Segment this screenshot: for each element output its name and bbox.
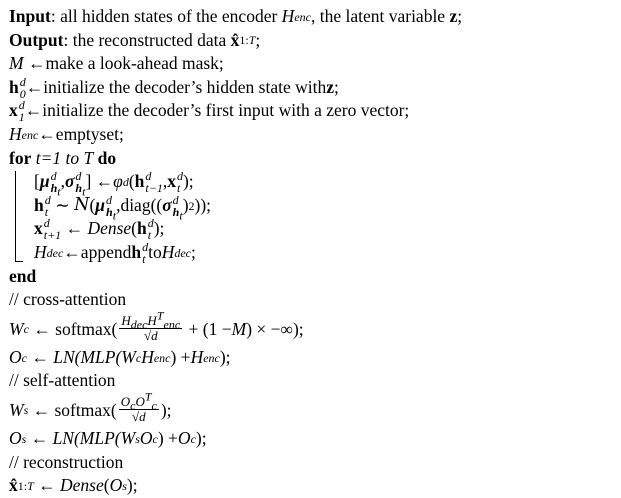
ws-line: W s ← softmax ( $\frac{O_cO^T_c}{√d}$ ); xyxy=(9,393,617,427)
dense-fn-1: Dense xyxy=(87,218,132,239)
output-label: Output xyxy=(9,29,64,50)
os-line: O s ← LN(MLP( W s O c ) + O c ); xyxy=(9,427,617,451)
loop-body xyxy=(9,170,617,264)
henc-empty-line: H enc ←emptyset; xyxy=(9,123,617,147)
mask-text: ←make a look-ahead mask; xyxy=(27,53,224,74)
output-line: Output : the reconstructed data x̂ 1:T ; xyxy=(9,29,617,53)
ws-fraction: $\frac{O_cO^T_c}{√d}$ xyxy=(120,390,157,425)
loop-step-sample: h d t ∼ N ( μ d $h_t$ , diag (( σ d $h_t$ ) 2 )); xyxy=(34,192,212,222)
comment-recon-text: // reconstruction xyxy=(9,451,124,472)
oc-line: O c ← LN(MLP( W c H enc ) + H enc ); xyxy=(9,346,617,370)
append-text: ←append xyxy=(63,241,132,262)
do-keyword: do xyxy=(97,147,117,168)
loop-step-dense: x d t+1 ← Dense ( h d t ); xyxy=(34,216,165,243)
wc-line: W c ← softmax ( $\frac{H_{dec}H^T_{enc}}{√d}$ + (1 − M ) × −∞); xyxy=(9,312,617,346)
henc-empty-text: ←emptyset; xyxy=(38,123,124,144)
softmax-fn-2: softmax xyxy=(54,399,111,420)
mask-line: M ←make a look-ahead mask; xyxy=(9,52,617,76)
dense-fn-2: Dense xyxy=(60,475,104,496)
input-line: Input : all hidden states of the encoder H enc , the latent variable z ; xyxy=(9,5,617,29)
loop-range: t=1 to T xyxy=(35,147,94,168)
comment-cross-text: // cross-attention xyxy=(9,289,127,310)
ln-mlp-2: LN(MLP( xyxy=(52,427,121,448)
comment-self-attention xyxy=(9,369,617,393)
softmax-fn-1: softmax xyxy=(55,318,112,339)
loop-step-append: H dec ←append h d t to H dec ; xyxy=(34,239,196,266)
loop-step-phi: [ μ d $h_t$ , σ d $h_t$ ] ← φ d ( h d t−1 , x d t ); xyxy=(34,168,194,199)
wc-fraction: $\frac{H_{dec}H^T_{enc}}{√d}$ xyxy=(121,308,181,344)
init-input-text: ←initialize the decoder’s first input with a zero vector; xyxy=(24,100,410,121)
input-text: : all hidden states of the encoder xyxy=(50,6,278,26)
comment-self-text: // self-attention xyxy=(9,370,116,391)
diag-fn: diag xyxy=(120,194,151,215)
loop-bracket xyxy=(15,171,16,261)
recon-line: x̂ 1:T ← Dense ( O s ); xyxy=(9,474,617,498)
ln-mlp-1: LN(MLP( xyxy=(53,346,122,367)
comment-reconstruction xyxy=(9,451,617,475)
output-text: : the reconstructed data xyxy=(63,29,227,50)
algorithm-block xyxy=(9,5,617,498)
for-line xyxy=(9,147,617,171)
init-hidden-line: h d 0 ←initialize the decoder’s hidden state with z ; xyxy=(9,74,339,101)
to-text: to xyxy=(148,241,162,262)
for-keyword: for xyxy=(9,147,32,168)
init-hidden-text: ←initialize the decoder’s hidden state with xyxy=(25,76,327,97)
init-input-line: x d 1 ←initialize the decoder’s first input with a zero vector; xyxy=(9,98,410,125)
end-line xyxy=(9,265,617,289)
end-keyword: end xyxy=(9,265,37,286)
input-label: Input xyxy=(9,6,51,26)
comment-cross-attention xyxy=(9,288,617,312)
